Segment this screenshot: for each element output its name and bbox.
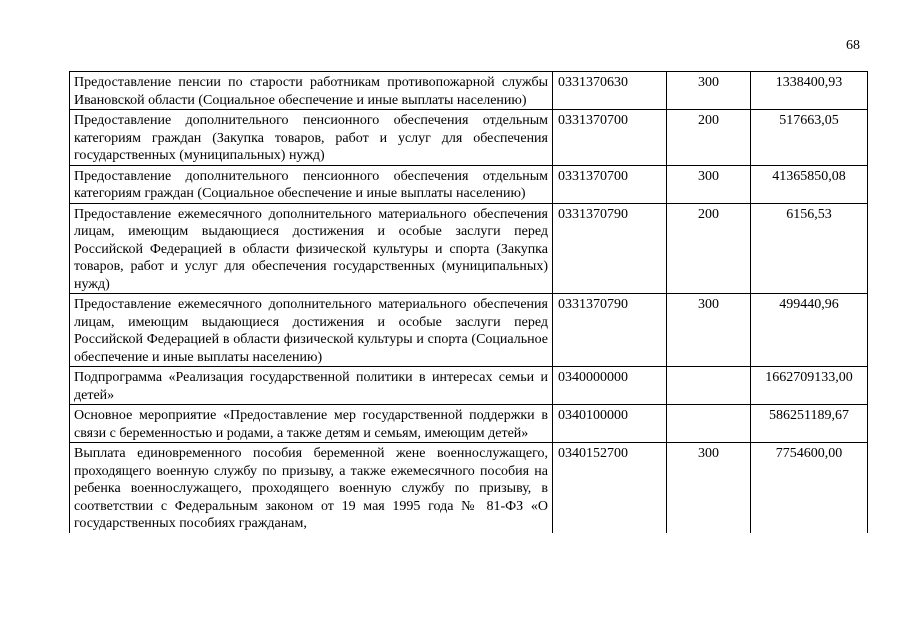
row-code: 0340000000 <box>553 367 667 405</box>
table-row <box>70 165 868 203</box>
table-row <box>70 72 868 110</box>
row-amount: 6156,53 <box>751 203 868 294</box>
row-code: 0331370630 <box>553 72 667 110</box>
table-row <box>70 203 868 294</box>
row-type <box>667 405 751 443</box>
row-name: Основное мероприятие «Предоставление мер государственной поддержки в связи с беременностью и родами, а также детям и семьям, имеющим детей» <box>70 405 553 443</box>
table-row <box>70 294 868 367</box>
row-name: Предоставление ежемесячного дополнительного материального обеспечения лицам, имеющим выдающиеся достижения и особые заслуги перед Российской Федерацией в области физической культуры и спорта (Закупка товаров, работ и услуг для обеспечения государственных (муниципальных) нужд) <box>70 203 553 294</box>
row-amount: 586251189,67 <box>751 405 868 443</box>
row-amount: 1662709133,00 <box>751 367 868 405</box>
row-code: 0331370700 <box>553 165 667 203</box>
row-amount: 7754600,00 <box>751 443 868 533</box>
row-amount: 517663,05 <box>751 110 868 166</box>
row-code: 0331370790 <box>553 203 667 294</box>
row-type: 200 <box>667 110 751 166</box>
row-code: 0331370790 <box>553 294 667 367</box>
row-name: Предоставление дополнительного пенсионного обеспечения отдельным категориям граждан (Закупка товаров, работ и услуг для обеспечения государственных (муниципальных) нужд) <box>70 110 553 166</box>
budget-table <box>69 71 868 533</box>
table-row <box>70 367 868 405</box>
row-amount: 1338400,93 <box>751 72 868 110</box>
page-number: 68 <box>846 38 860 53</box>
row-code: 0340100000 <box>553 405 667 443</box>
row-type: 200 <box>667 203 751 294</box>
row-type: 300 <box>667 443 751 533</box>
row-amount: 41365850,08 <box>751 165 868 203</box>
row-code: 0340152700 <box>553 443 667 533</box>
table-row <box>70 110 868 166</box>
row-name: Предоставление ежемесячного дополнительного материального обеспечения лицам, имеющим выдающиеся достижения и особые заслуги перед Российской Федерацией в области физической культуры и спорта (Социальное обеспечение и иные выплаты населению) <box>70 294 553 367</box>
table-row <box>70 405 868 443</box>
row-name: Предоставление пенсии по старости работникам противопожарной службы Ивановской области (Социальное обеспечение и иные выплаты населению) <box>70 72 553 110</box>
row-amount: 499440,96 <box>751 294 868 367</box>
row-name: Предоставление дополнительного пенсионного обеспечения отдельным категориям граждан (Социальное обеспечение и иные выплаты населению) <box>70 165 553 203</box>
row-name: Подпрограмма «Реализация государственной политики в интересах семьи и детей» <box>70 367 553 405</box>
table-row <box>70 443 868 533</box>
row-name: Выплата единовременного пособия беременной жене военнослужащего, проходящего военную службу по призыву, а также ежемесячного пособия на ребенка военнослужащего, проходящего военную службу по призыву, в соответствии с Федеральным законом от 19 мая 1995 года № 81-ФЗ «О государственных пособиях гражданам, <box>70 443 553 533</box>
row-type: 300 <box>667 294 751 367</box>
row-type: 300 <box>667 72 751 110</box>
row-type: 300 <box>667 165 751 203</box>
row-type <box>667 367 751 405</box>
row-code: 0331370700 <box>553 110 667 166</box>
